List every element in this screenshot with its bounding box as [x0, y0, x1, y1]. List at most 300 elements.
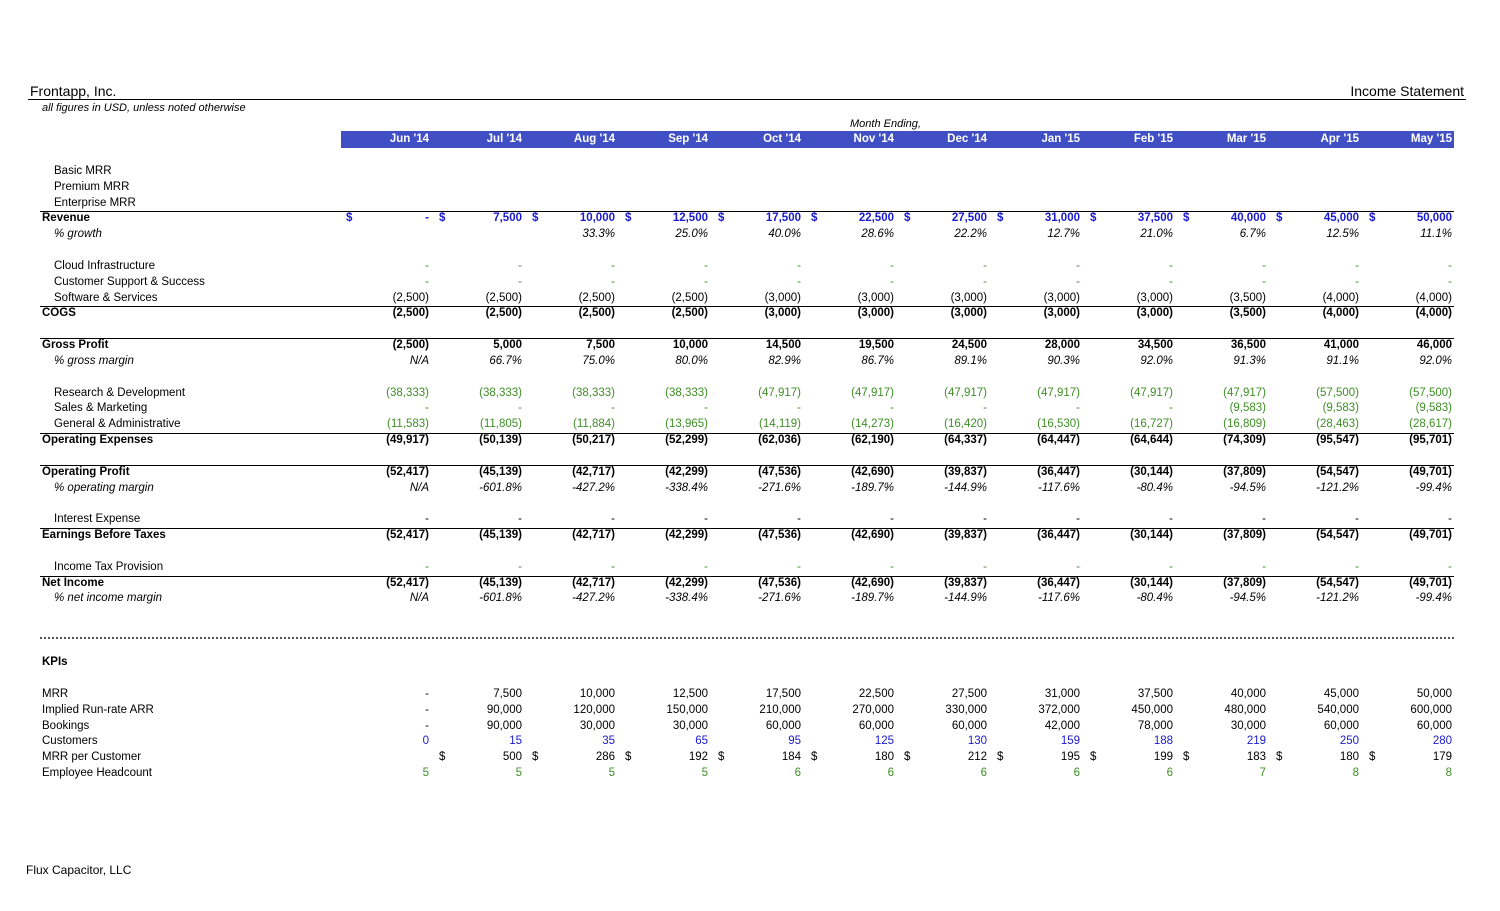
value-cell: 125	[874, 735, 894, 747]
value-cell: (2,500)	[671, 307, 708, 319]
value-cell: 90,000	[486, 720, 522, 732]
value-cell: 78,000	[1137, 720, 1173, 732]
value-cell: (36,447)	[1037, 466, 1080, 478]
value-cell: 40.0%	[768, 228, 801, 240]
month-header: Jul '14	[486, 133, 522, 145]
row-label: Sales & Marketing	[54, 402, 148, 414]
value-cell: -	[425, 704, 429, 716]
value-cell: -	[1076, 561, 1080, 573]
value-cell: -	[518, 260, 522, 272]
value-cell: (62,190)	[851, 434, 894, 446]
value-cell: 480,000	[1224, 704, 1266, 716]
value-cell: -	[983, 402, 987, 414]
currency-symbol: $	[718, 751, 725, 763]
value-cell: (52,417)	[386, 466, 429, 478]
value-cell: (3,000)	[857, 292, 894, 304]
value-cell: -	[890, 561, 894, 573]
value-cell: 5	[608, 767, 615, 779]
row-label: Operating Profit	[42, 466, 130, 478]
value-cell: (47,917)	[758, 387, 801, 399]
value-cell: (42,690)	[851, 466, 894, 478]
statement-row	[0, 260, 1500, 276]
value-cell: 17,500	[765, 212, 801, 224]
value-cell: -	[1262, 561, 1266, 573]
value-cell: 286	[595, 751, 615, 763]
value-cell: (9,583)	[1229, 402, 1266, 414]
value-cell: (49,701)	[1409, 529, 1452, 541]
value-cell: 95	[788, 735, 801, 747]
value-cell: -	[890, 260, 894, 272]
value-cell: (3,000)	[950, 307, 987, 319]
value-cell: 28.6%	[861, 228, 894, 240]
value-cell: (39,837)	[944, 529, 987, 541]
value-cell: 184	[781, 751, 801, 763]
value-cell: 5,000	[493, 339, 522, 351]
month-header: Nov '14	[853, 133, 894, 145]
value-cell: (38,333)	[665, 387, 708, 399]
value-cell: 45,000	[1323, 688, 1359, 700]
value-cell: (39,837)	[944, 466, 987, 478]
value-cell: 33.3%	[582, 228, 615, 240]
value-cell: (57,500)	[1409, 387, 1452, 399]
value-cell: (64,447)	[1037, 434, 1080, 446]
value-cell: 37,500	[1137, 212, 1173, 224]
statement-row	[0, 339, 1500, 355]
value-cell: (4,000)	[1322, 307, 1359, 319]
value-cell: -	[890, 513, 894, 525]
value-cell: (50,139)	[479, 434, 522, 446]
value-cell: -	[1169, 402, 1173, 414]
row-label: Implied Run-rate ARR	[42, 704, 154, 716]
value-cell: (47,917)	[944, 387, 987, 399]
value-cell: (45,139)	[479, 466, 522, 478]
value-cell: 10,000	[579, 212, 615, 224]
row-label: General & Administrative	[54, 418, 181, 430]
currency-symbol: $	[1090, 212, 1097, 224]
value-cell: -271.6%	[758, 592, 801, 604]
row-label: % gross margin	[54, 355, 134, 367]
value-cell: (3,000)	[1136, 292, 1173, 304]
value-cell: 6	[794, 767, 801, 779]
value-cell: 25.0%	[675, 228, 708, 240]
row-label: COGS	[42, 307, 76, 319]
value-cell: (2,500)	[485, 307, 522, 319]
value-cell: 80.0%	[675, 355, 708, 367]
currency-symbol: $	[625, 212, 632, 224]
value-cell: -189.7%	[851, 482, 894, 494]
value-cell: 195	[1060, 751, 1080, 763]
row-label: Bookings	[42, 720, 90, 732]
value-cell: (3,500)	[1229, 307, 1266, 319]
currency-symbol: $	[811, 212, 818, 224]
value-cell: 5	[515, 767, 522, 779]
value-cell: (95,547)	[1316, 434, 1359, 446]
value-cell: -80.4%	[1136, 592, 1173, 604]
currency-symbol: $	[532, 751, 539, 763]
row-label: Enterprise MRR	[54, 197, 136, 209]
value-cell: (42,717)	[572, 577, 615, 589]
value-cell: 219	[1246, 735, 1266, 747]
value-cell: -117.6%	[1038, 592, 1080, 604]
value-cell: (3,000)	[1043, 292, 1080, 304]
value-cell: -	[425, 212, 429, 224]
value-cell: 6	[887, 767, 894, 779]
value-cell: 12.7%	[1047, 228, 1080, 240]
value-cell: 66.7%	[489, 355, 522, 367]
value-cell: -	[797, 561, 801, 573]
value-cell: (37,809)	[1223, 577, 1266, 589]
month-header-band	[341, 131, 1454, 148]
value-cell: -	[1262, 513, 1266, 525]
month-header: Oct '14	[763, 133, 801, 145]
value-cell: 212	[967, 751, 987, 763]
value-cell: (30,144)	[1130, 577, 1173, 589]
statement-row	[0, 165, 1500, 181]
currency-symbol: $	[1276, 751, 1283, 763]
currency-symbol: $	[997, 212, 1004, 224]
kpi-row	[0, 767, 1500, 783]
value-cell: 21.0%	[1140, 228, 1173, 240]
value-cell: -	[425, 688, 429, 700]
value-cell: 30,000	[1230, 720, 1266, 732]
value-cell: (30,144)	[1130, 466, 1173, 478]
value-cell: (42,717)	[572, 466, 615, 478]
value-cell: 7	[1259, 767, 1266, 779]
statement-row	[0, 355, 1500, 371]
value-cell: (28,463)	[1316, 418, 1359, 430]
value-cell: -	[704, 260, 708, 272]
value-cell: -	[1076, 260, 1080, 272]
value-cell: 40,000	[1230, 688, 1266, 700]
row-label: % operating margin	[54, 482, 154, 494]
value-cell: (3,500)	[1229, 292, 1266, 304]
value-cell: 330,000	[945, 704, 987, 716]
value-cell: (45,139)	[479, 529, 522, 541]
currency-symbol: $	[346, 212, 353, 224]
currency-symbol: $	[1183, 212, 1190, 224]
value-cell: -	[425, 513, 429, 525]
currency-symbol: $	[904, 212, 911, 224]
value-cell: 89.1%	[954, 355, 987, 367]
value-cell: -	[611, 513, 615, 525]
value-cell: -	[890, 402, 894, 414]
value-cell: 22,500	[858, 688, 894, 700]
value-cell: -	[1355, 276, 1359, 288]
value-cell: 41,000	[1323, 339, 1359, 351]
value-cell: 179	[1432, 751, 1452, 763]
value-cell: -	[1448, 561, 1452, 573]
value-cell: (13,965)	[665, 418, 708, 430]
value-cell: (2,500)	[578, 292, 615, 304]
value-cell: -99.4%	[1415, 482, 1452, 494]
value-cell: -601.8%	[479, 482, 522, 494]
value-cell: (52,417)	[386, 529, 429, 541]
value-cell: -	[983, 561, 987, 573]
value-cell: (2,500)	[671, 292, 708, 304]
value-cell: (54,547)	[1316, 577, 1359, 589]
value-cell: -	[1169, 276, 1173, 288]
value-cell: (37,809)	[1223, 466, 1266, 478]
value-cell: -94.5%	[1229, 482, 1266, 494]
month-header: May '15	[1410, 133, 1452, 145]
value-cell: 90.3%	[1047, 355, 1080, 367]
value-cell: 159	[1060, 735, 1080, 747]
value-cell: 50,000	[1416, 212, 1452, 224]
value-cell: (16,530)	[1037, 418, 1080, 430]
value-cell: 7,500	[493, 688, 522, 700]
value-cell: 180	[1339, 751, 1359, 763]
row-label: Premium MRR	[54, 181, 130, 193]
total-rule	[40, 433, 1454, 434]
statement-row	[0, 561, 1500, 577]
value-cell: 46,000	[1416, 339, 1452, 351]
value-cell: (42,299)	[665, 529, 708, 541]
value-cell: 91.3%	[1233, 355, 1266, 367]
value-cell: (9,583)	[1415, 402, 1452, 414]
value-cell: 270,000	[852, 704, 894, 716]
value-cell: (47,536)	[758, 466, 801, 478]
value-cell: (47,536)	[758, 577, 801, 589]
value-cell: (2,500)	[578, 307, 615, 319]
value-cell: (9,583)	[1322, 402, 1359, 414]
statement-row	[0, 276, 1500, 292]
value-cell: (3,000)	[764, 292, 801, 304]
value-cell: (2,500)	[392, 307, 429, 319]
month-header: Mar '15	[1226, 133, 1266, 145]
row-label: Income Tax Provision	[54, 561, 164, 573]
value-cell: 60,000	[765, 720, 801, 732]
value-cell: -99.4%	[1415, 592, 1452, 604]
row-label: MRR	[42, 688, 69, 700]
value-cell: 28,000	[1044, 339, 1080, 351]
value-cell: (52,299)	[665, 434, 708, 446]
row-label: Revenue	[42, 212, 90, 224]
value-cell: (64,337)	[944, 434, 987, 446]
value-cell: 5	[422, 767, 429, 779]
document-title: Income Statement	[1350, 83, 1464, 99]
row-label: Basic MRR	[54, 165, 112, 177]
month-header: Aug '14	[573, 133, 615, 145]
value-cell: 11.1%	[1420, 228, 1452, 240]
value-cell: -	[797, 402, 801, 414]
section-divider	[40, 637, 1454, 639]
value-cell: N/A	[409, 482, 429, 494]
value-cell: 8	[1352, 767, 1359, 779]
row-label: Gross Profit	[42, 339, 109, 351]
currency-symbol: $	[904, 751, 911, 763]
currency-symbol: $	[1090, 751, 1097, 763]
value-cell: -189.7%	[851, 592, 894, 604]
value-cell: (47,917)	[851, 387, 894, 399]
value-cell: (95,701)	[1409, 434, 1452, 446]
value-cell: N/A	[409, 592, 429, 604]
currency-symbol: $	[1276, 212, 1283, 224]
value-cell: (3,000)	[764, 307, 801, 319]
value-cell: 7,500	[586, 339, 615, 351]
value-cell: 8	[1445, 767, 1452, 779]
value-cell: (11,884)	[573, 418, 615, 430]
value-cell: 86.7%	[861, 355, 894, 367]
value-cell: (54,547)	[1316, 529, 1359, 541]
row-label: Cloud Infrastructure	[54, 260, 155, 272]
value-cell: (16,420)	[944, 418, 987, 430]
value-cell: 22,500	[858, 212, 894, 224]
value-cell: 37,500	[1137, 688, 1173, 700]
value-cell: (50,217)	[572, 434, 615, 446]
value-cell: -	[1355, 513, 1359, 525]
value-cell: -601.8%	[479, 592, 522, 604]
value-cell: -	[704, 513, 708, 525]
value-cell: 60,000	[858, 720, 894, 732]
value-cell: 7,500	[493, 212, 522, 224]
value-cell: (42,690)	[851, 529, 894, 541]
value-cell: (62,036)	[758, 434, 801, 446]
total-rule	[40, 465, 1454, 466]
total-rule	[40, 306, 1454, 307]
kpi-row	[0, 720, 1500, 736]
value-cell: 60,000	[1323, 720, 1359, 732]
value-cell: (4,000)	[1415, 307, 1452, 319]
value-cell: (45,139)	[479, 577, 522, 589]
statement-row	[0, 513, 1500, 529]
total-rule	[40, 211, 1454, 212]
row-label: Customer Support & Success	[54, 276, 205, 288]
month-header: Apr '15	[1320, 133, 1359, 145]
value-cell: 0	[422, 735, 429, 747]
value-cell: -	[1448, 513, 1452, 525]
month-header: Feb '15	[1133, 133, 1173, 145]
value-cell: -	[611, 561, 615, 573]
value-cell: -	[518, 402, 522, 414]
currency-symbol: $	[811, 751, 818, 763]
value-cell: (2,500)	[392, 292, 429, 304]
value-cell: (42,717)	[572, 529, 615, 541]
value-cell: -	[1169, 513, 1173, 525]
value-cell: -	[797, 260, 801, 272]
value-cell: -427.2%	[572, 482, 615, 494]
value-cell: 75.0%	[582, 355, 615, 367]
units-note: all figures in USD, unless noted otherwise	[42, 102, 246, 114]
value-cell: 60,000	[951, 720, 987, 732]
value-cell: -	[890, 276, 894, 288]
value-cell: (47,917)	[1037, 387, 1080, 399]
value-cell: 45,000	[1323, 212, 1359, 224]
value-cell: 600,000	[1410, 704, 1452, 716]
value-cell: 5	[701, 767, 708, 779]
value-cell: (3,000)	[950, 292, 987, 304]
value-cell: (30,144)	[1130, 529, 1173, 541]
value-cell: -	[425, 402, 429, 414]
value-cell: 188	[1153, 735, 1173, 747]
value-cell: 450,000	[1131, 704, 1173, 716]
value-cell: 10,000	[672, 339, 708, 351]
value-cell: 500	[502, 751, 522, 763]
value-cell: 24,500	[951, 339, 987, 351]
value-cell: 12,500	[672, 688, 708, 700]
value-cell: -	[611, 276, 615, 288]
currency-symbol: $	[532, 212, 539, 224]
currency-symbol: $	[1183, 751, 1190, 763]
value-cell: (36,447)	[1037, 577, 1080, 589]
month-header: Jan '15	[1041, 133, 1080, 145]
value-cell: (38,333)	[386, 387, 429, 399]
row-label: Research & Development	[54, 387, 186, 399]
value-cell: (49,701)	[1409, 577, 1452, 589]
statement-row	[0, 466, 1500, 482]
header-rule	[28, 99, 1466, 100]
value-cell: -	[1076, 513, 1080, 525]
value-cell: 180	[874, 751, 894, 763]
value-cell: 19,500	[858, 339, 894, 351]
value-cell: -	[1169, 561, 1173, 573]
currency-symbol: $	[997, 751, 1004, 763]
value-cell: -	[983, 276, 987, 288]
value-cell: -	[1355, 260, 1359, 272]
statement-row	[0, 434, 1500, 450]
value-cell: 15	[509, 735, 522, 747]
month-header: Jun '14	[389, 133, 429, 145]
value-cell: -144.9%	[944, 482, 987, 494]
value-cell: -338.4%	[665, 592, 708, 604]
value-cell: 22.2%	[954, 228, 987, 240]
row-label: Customers	[42, 735, 98, 747]
value-cell: 10,000	[579, 688, 615, 700]
period-label: Month Ending,	[850, 118, 921, 130]
value-cell: (16,727)	[1130, 418, 1173, 430]
value-cell: 92.0%	[1140, 355, 1173, 367]
kpi-row	[0, 735, 1500, 751]
value-cell: 82.9%	[768, 355, 801, 367]
value-cell: -	[425, 720, 429, 732]
value-cell: -80.4%	[1136, 482, 1173, 494]
value-cell: (36,447)	[1037, 529, 1080, 541]
value-cell: (16,809)	[1223, 418, 1266, 430]
value-cell: -144.9%	[944, 592, 987, 604]
statement-row	[0, 181, 1500, 197]
row-label: Interest Expense	[54, 513, 141, 525]
month-header: Sep '14	[668, 133, 708, 145]
kpi-row	[0, 751, 1500, 767]
value-cell: 91.1%	[1326, 355, 1359, 367]
value-cell: -	[518, 561, 522, 573]
statement-row	[0, 482, 1500, 498]
total-rule	[40, 338, 1454, 339]
value-cell: -	[704, 402, 708, 414]
currency-symbol: $	[439, 212, 446, 224]
statement-row	[0, 592, 1500, 608]
value-cell: 65	[695, 735, 708, 747]
value-cell: -121.2%	[1316, 482, 1359, 494]
row-label: Net Income	[42, 577, 104, 589]
row-label: Earnings Before Taxes	[42, 529, 166, 541]
currency-symbol: $	[625, 751, 632, 763]
value-cell: (54,547)	[1316, 466, 1359, 478]
value-cell: 12.5%	[1326, 228, 1359, 240]
value-cell: 36,500	[1230, 339, 1266, 351]
value-cell: (42,299)	[665, 577, 708, 589]
statement-row	[0, 418, 1500, 434]
value-cell: 31,000	[1044, 688, 1080, 700]
row-label: Employee Headcount	[42, 767, 152, 779]
value-cell: (52,417)	[386, 577, 429, 589]
value-cell: -	[704, 561, 708, 573]
value-cell: -	[1448, 260, 1452, 272]
value-cell: 130	[967, 735, 987, 747]
value-cell: (28,617)	[1409, 418, 1452, 430]
value-cell: -	[518, 276, 522, 288]
total-rule	[40, 576, 1454, 577]
value-cell: -	[1169, 260, 1173, 272]
